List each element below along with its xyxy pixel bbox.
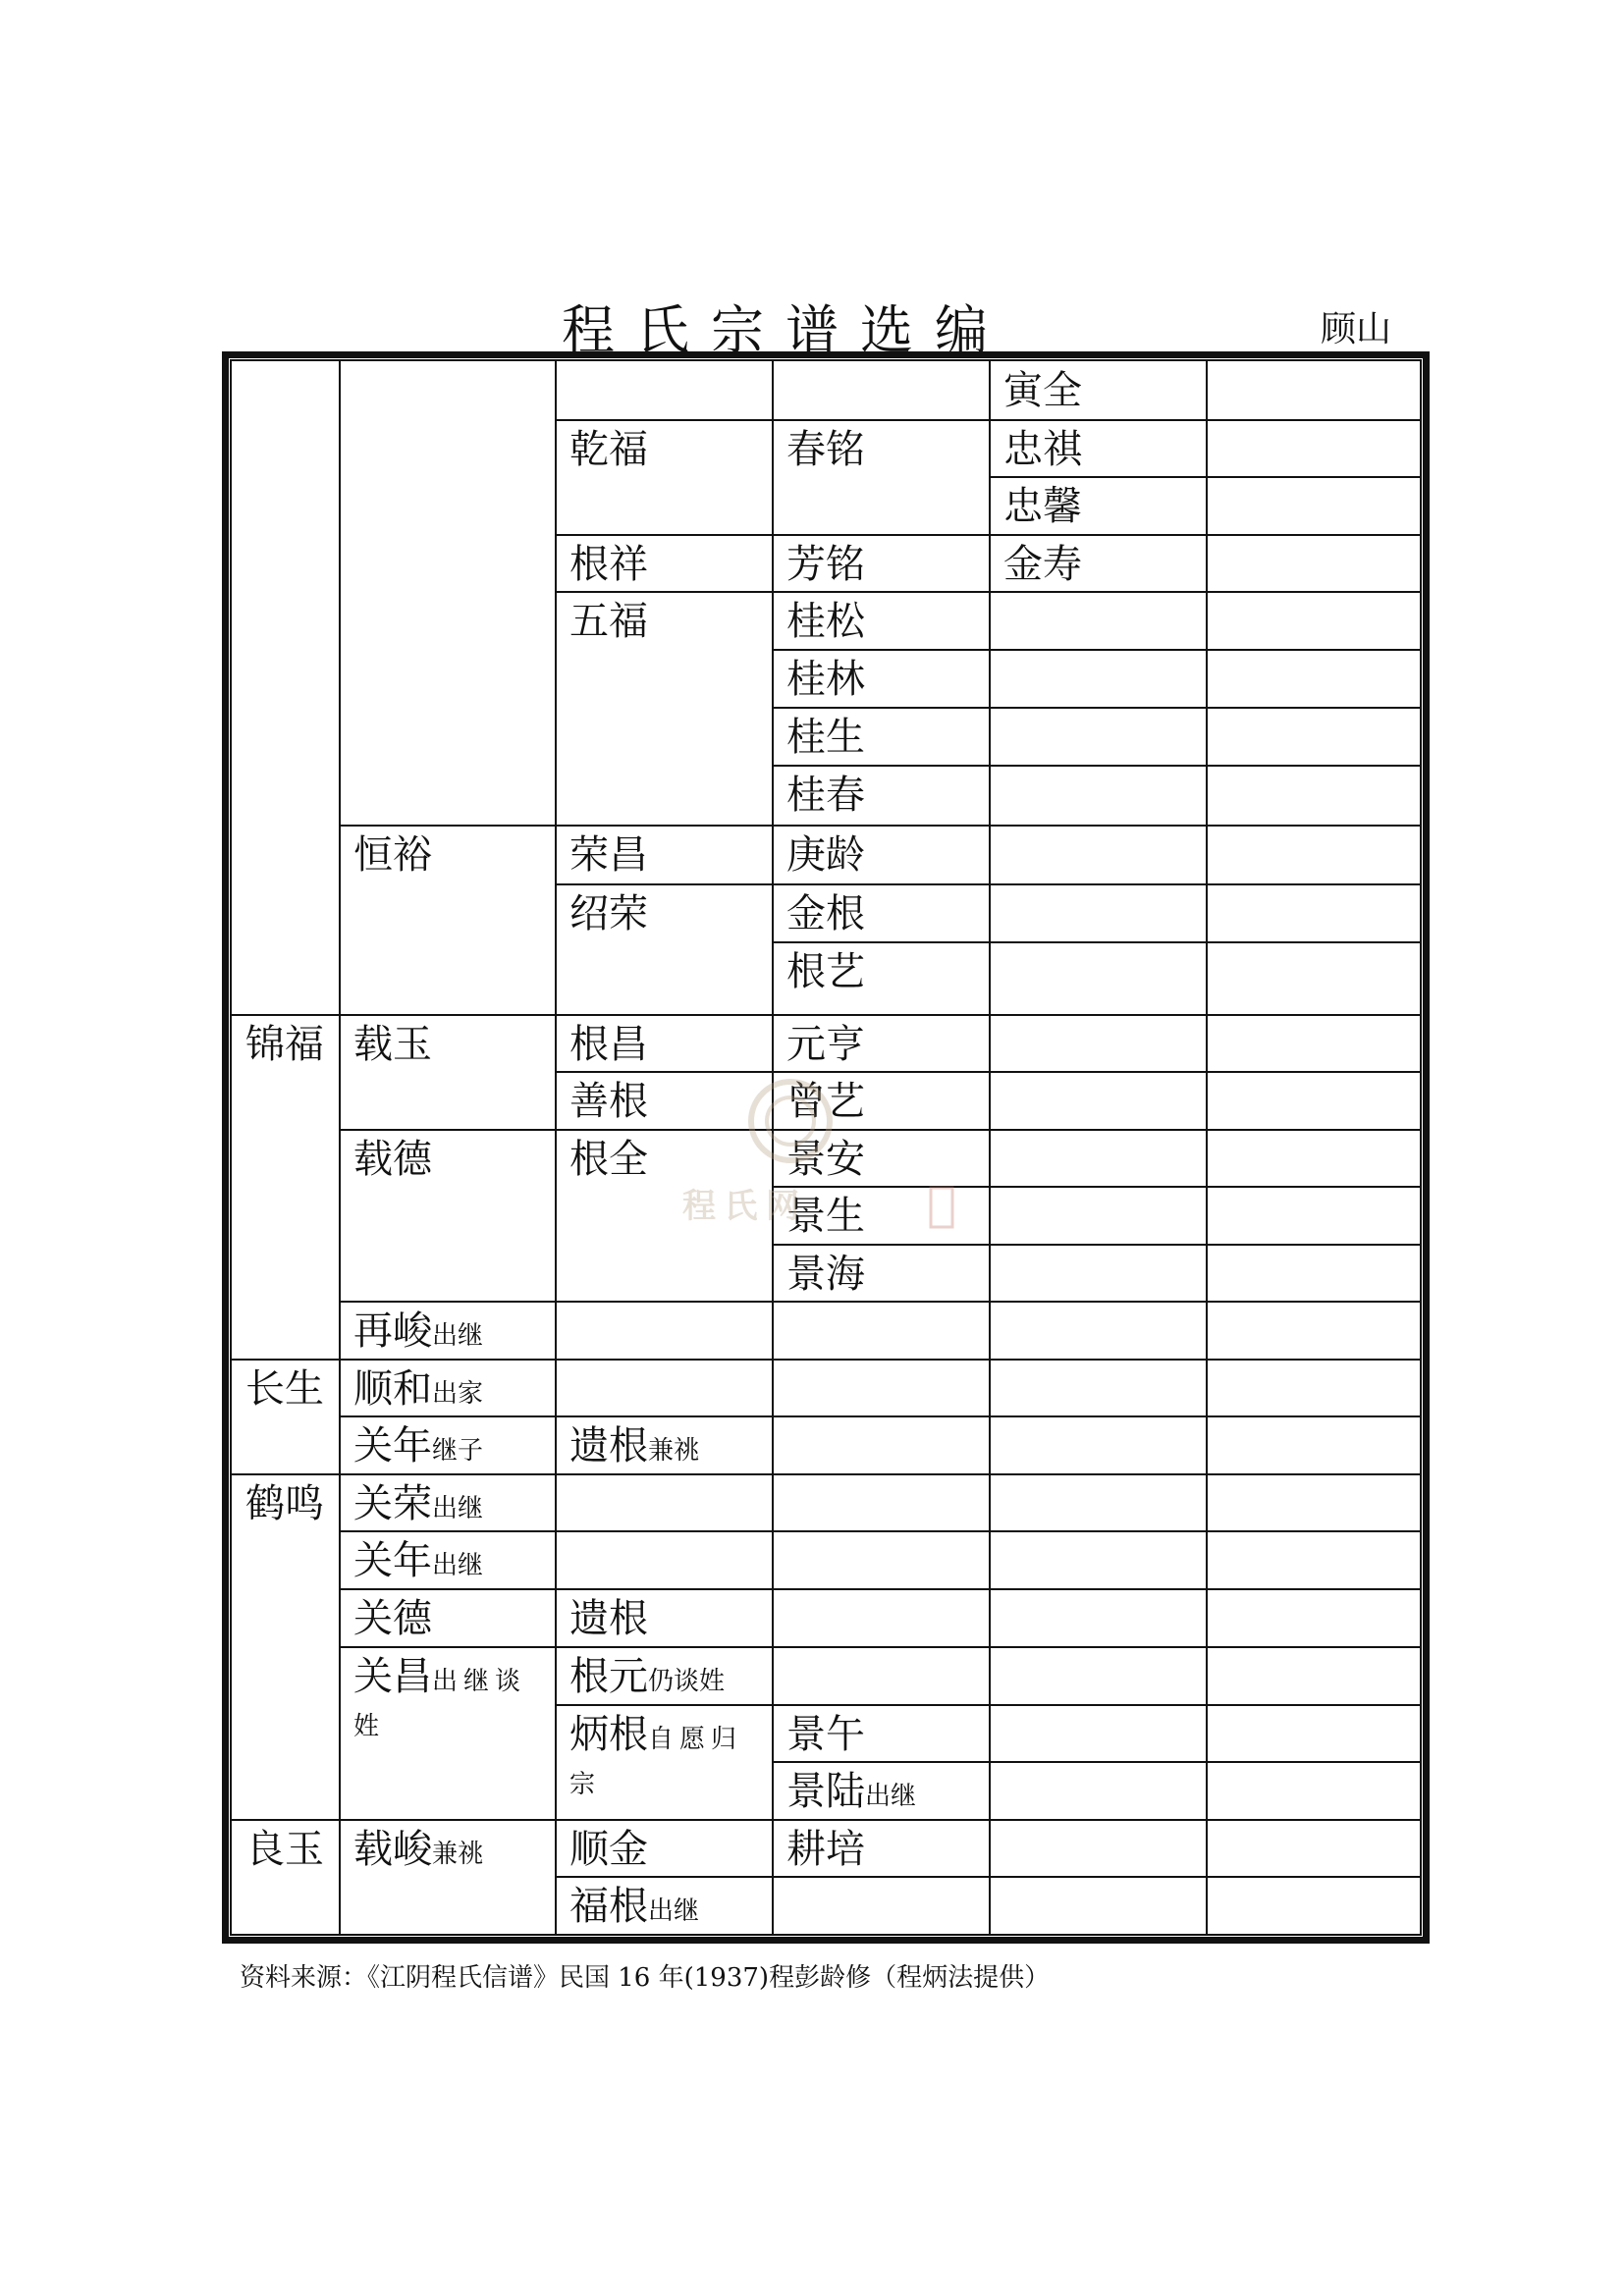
person-name: 关年 [353,1538,432,1583]
table-cell [569,1828,648,1871]
person-name: 遗根 [569,1596,648,1641]
column-divider [339,361,341,1934]
person-name: 关荣 [353,1481,432,1526]
row-divider [990,1415,1207,1417]
row-divider [1207,1301,1420,1303]
table-cell [569,543,648,586]
person-note: 仍谈姓 [648,1667,726,1696]
row-divider [340,825,556,827]
person-name: 景安 [786,1137,865,1182]
row-divider [990,649,1207,651]
row-divider [990,825,1207,827]
row-divider [773,534,990,536]
row-divider [556,1415,773,1417]
row-divider [340,1819,556,1821]
row-divider [340,1646,556,1648]
person-name: 根全 [569,1137,648,1182]
person-name: 芳铭 [786,542,865,587]
person-name: 荣昌 [569,832,648,878]
table-cell [353,1138,432,1181]
row-divider [340,1301,556,1303]
table-cell [786,774,865,817]
row-divider [990,765,1207,767]
person-note: 自愿归宗 [569,1725,743,1799]
person-note: 继子 [432,1436,484,1466]
table-cell [353,1597,432,1640]
row-divider [556,1473,773,1475]
person-name: 根昌 [569,1022,648,1067]
person-name: 善根 [569,1079,648,1124]
person-note: 兼祧 [648,1436,700,1466]
row-divider [773,1588,990,1590]
table-cell [353,1539,483,1587]
row-divider [990,1129,1207,1131]
row-divider [990,1819,1207,1821]
person-note: 兼祧 [432,1840,484,1869]
table-cell [353,1367,483,1415]
row-divider [990,534,1207,536]
row-divider [556,1704,773,1706]
table-cell [786,658,865,701]
person-name: 载玉 [353,1022,432,1067]
row-divider [1207,1876,1420,1878]
person-name: 桂生 [786,715,865,760]
table-cell [786,1023,865,1066]
row-divider [1207,1129,1420,1131]
row-divider [556,1014,773,1016]
person-name: 福根 [569,1884,648,1929]
row-divider [773,1876,990,1878]
person-note: 出继谈姓 [353,1667,527,1741]
row-divider [556,825,773,827]
row-divider [990,1186,1207,1188]
row-divider [773,1704,990,1706]
row-divider [773,1301,990,1303]
row-divider [990,1530,1207,1532]
table-cell [569,1655,725,1703]
person-name: 桂松 [786,599,865,644]
person-name: 五福 [569,599,648,644]
person-name: 根元 [569,1654,648,1699]
row-divider [1207,1530,1420,1532]
person-name: 元亨 [786,1022,865,1067]
person-name: 关昌 [353,1654,432,1699]
row-divider [773,1473,990,1475]
row-divider [556,1301,773,1303]
person-name: 鹤鸣 [245,1481,324,1526]
row-divider [1207,825,1420,827]
table-cell [1003,485,1082,528]
row-divider [773,707,990,709]
row-divider [556,1646,773,1648]
table-cell [353,1023,432,1066]
person-note: 出继 [432,1321,484,1351]
row-divider [1207,1071,1420,1073]
watermark-text: 程 氏 网 [682,1189,799,1225]
table-cell [569,1597,648,1640]
row-divider [1207,941,1420,943]
row-divider [773,1530,990,1532]
seal-icon [931,1188,952,1227]
table-cell [1003,543,1082,586]
table-cell [786,428,865,471]
watermark-ring [751,1082,830,1160]
row-divider [773,419,990,421]
row-divider [990,1014,1207,1016]
column-divider [1206,361,1208,1934]
person-name: 恒裕 [353,832,432,878]
row-divider [990,1876,1207,1878]
row-divider [340,1014,556,1016]
table-cell [569,1713,763,1803]
row-divider [990,941,1207,943]
person-name: 庚龄 [786,832,865,878]
person-name: 乾福 [569,427,648,472]
row-divider [340,1415,556,1417]
row-divider [773,883,990,885]
row-divider [990,419,1207,421]
person-name: 桂春 [786,773,865,818]
table-cell [786,1828,865,1871]
table-cell [786,833,865,877]
row-divider [990,1359,1207,1361]
watermark-ring-inner [767,1097,814,1145]
table-cell [245,1828,324,1871]
row-divider [990,1704,1207,1706]
row-divider [1207,419,1420,421]
row-divider [990,476,1207,478]
person-note: 出继 [432,1551,484,1580]
row-divider [232,1473,340,1475]
table-cell [569,600,648,643]
row-divider [990,1301,1207,1303]
row-divider [990,1071,1207,1073]
row-divider [556,419,773,421]
table-cell [245,1482,324,1525]
row-divider [340,1129,556,1131]
table-cell [569,833,648,877]
table-cell [569,1023,648,1066]
table-cell [569,1424,699,1472]
row-divider [773,1819,990,1821]
row-divider [1207,1646,1420,1648]
table-cell [353,1828,483,1876]
row-divider [1207,1473,1420,1475]
table-cell [353,833,432,877]
row-divider [990,591,1207,593]
person-note: 出继 [432,1494,484,1523]
table-cell [786,600,865,643]
row-divider [556,591,773,593]
row-divider [1207,1359,1420,1361]
row-divider [1207,1186,1420,1188]
row-divider [1207,591,1420,593]
person-name: 金寿 [1003,542,1082,587]
person-name: 根祥 [569,542,648,587]
row-divider [1207,1415,1420,1417]
table-cell [353,1482,483,1530]
row-divider [340,1359,556,1361]
table-cell [569,1080,648,1123]
row-divider [990,1244,1207,1246]
person-name: 景陆 [786,1769,865,1814]
row-divider [556,1876,773,1878]
table-cell [786,543,865,586]
row-divider [1207,1588,1420,1590]
person-name: 关年 [353,1423,432,1468]
row-divider [556,1530,773,1532]
row-divider [773,591,990,593]
table-cell [353,1309,483,1358]
table-cell [1003,428,1082,471]
row-divider [990,1761,1207,1763]
person-note: 出继 [865,1782,917,1811]
place-label: 顾山 [1321,309,1392,349]
row-divider [773,1415,990,1417]
person-name: 景生 [786,1194,865,1239]
table-cell [786,950,865,993]
person-name: 耕培 [786,1827,865,1872]
row-divider [556,883,773,885]
row-divider [990,1473,1207,1475]
person-name: 曾艺 [786,1079,865,1124]
row-divider [773,765,990,767]
row-divider [1207,1244,1420,1246]
row-divider [773,825,990,827]
row-divider [1207,883,1420,885]
table-cell [245,1367,324,1411]
row-divider [340,1473,556,1475]
row-divider [1207,707,1420,709]
row-divider [990,1588,1207,1590]
person-name: 关德 [353,1596,432,1641]
person-note: 出家 [432,1379,484,1409]
table-cell [569,428,648,471]
row-divider [1207,765,1420,767]
row-divider [340,1530,556,1532]
page-title: 程氏宗谱选编 [562,299,1009,361]
column-divider [989,361,991,1934]
person-name: 顺和 [353,1366,432,1412]
row-divider [990,1646,1207,1648]
table-cell [786,1770,916,1818]
row-divider [1207,1014,1420,1016]
row-divider [1207,1761,1420,1763]
person-name: 顺金 [569,1827,648,1872]
table-cell [786,716,865,759]
person-name: 忠馨 [1003,484,1082,529]
person-name: 长生 [245,1366,324,1412]
row-divider [1207,1704,1420,1706]
row-divider [990,707,1207,709]
table-cell [569,892,648,935]
person-name: 遗根 [569,1423,648,1468]
row-divider [990,883,1207,885]
row-divider [232,1819,340,1821]
row-divider [1207,476,1420,478]
row-divider [556,1588,773,1590]
person-name: 忠祺 [1003,427,1082,472]
table-cell [569,1885,699,1933]
person-name: 载峻 [353,1827,432,1872]
source-note: 资料来源：《江阴程氏信谱》民国 16 年(1937)程彭龄修（程炳法提供） [240,1963,1051,1993]
row-divider [340,1588,556,1590]
watermark-logo [677,1070,962,1247]
person-name: 景午 [786,1712,865,1757]
row-divider [556,1819,773,1821]
row-divider [773,941,990,943]
table-cell [1003,369,1082,412]
person-name: 根艺 [786,949,865,994]
row-divider [773,1761,990,1763]
row-divider [1207,534,1420,536]
table-cell [786,1253,865,1296]
person-name: 锦福 [245,1022,324,1067]
row-divider [232,1014,340,1016]
person-name: 载德 [353,1137,432,1182]
person-name: 春铭 [786,427,865,472]
person-name: 景海 [786,1252,865,1297]
row-divider [773,1646,990,1648]
row-divider [556,534,773,536]
table-cell [569,1138,648,1181]
row-divider [556,1359,773,1361]
person-name: 桂林 [786,657,865,702]
person-name: 炳根 [569,1712,648,1757]
row-divider [773,1014,990,1016]
person-name: 再峻 [353,1308,432,1354]
row-divider [1207,1819,1420,1821]
table-cell [786,892,865,935]
row-divider [232,1359,340,1361]
watermark [677,1070,962,1247]
row-divider [773,649,990,651]
table-cell [353,1424,483,1472]
person-note: 出继 [648,1896,700,1926]
person-name: 寅全 [1003,368,1082,413]
row-divider [773,1359,990,1361]
person-name: 绍荣 [569,891,648,936]
table-cell [353,1655,546,1745]
person-name: 金根 [786,891,865,936]
column-divider [555,361,557,1934]
person-name: 良玉 [245,1827,324,1872]
table-cell [245,1023,324,1066]
table-cell [786,1713,865,1756]
row-divider [1207,649,1420,651]
